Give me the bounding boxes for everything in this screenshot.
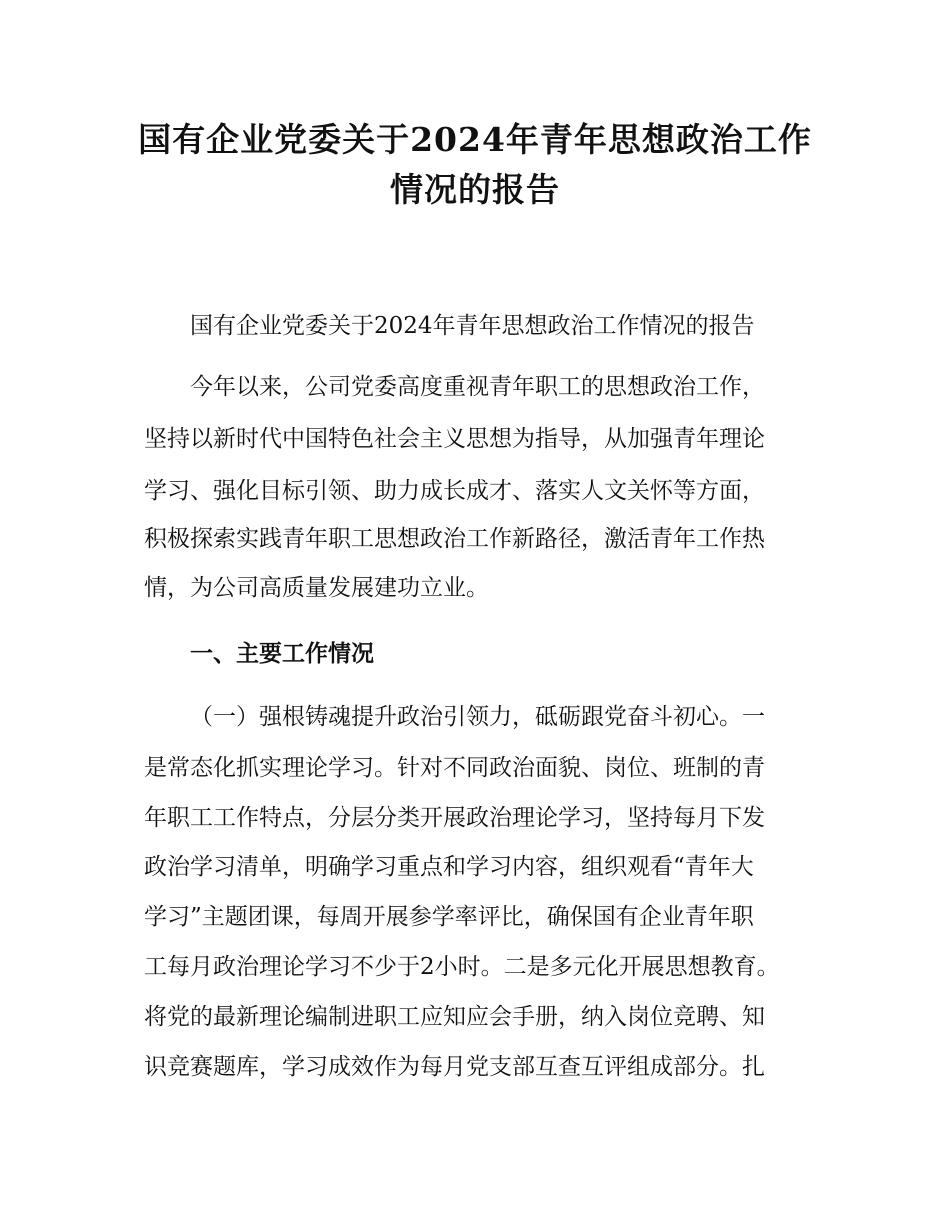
section-paragraph-line: 政治学习清单，明确学习重点和学习内容，组织观看“青年大 — [144, 854, 754, 880]
intro-line: 今年以来，公司党委高度重视青年职工的思想政治工作， — [190, 374, 765, 400]
intro-line: 坚持以新时代中国特色社会主义思想为指导，从加强青年理论 — [144, 426, 765, 452]
intro-line: 情，为公司高质量发展建功立业。 — [144, 575, 489, 601]
section-paragraph-line: （一）强根铸魂提升政治引领力，砥砺跟党奋斗初心。一 — [190, 704, 765, 730]
section-paragraph-line: 年职工工作特点，分层分类开展政治理论学习，坚持每月下发 — [144, 805, 765, 831]
document-title-line-1: 国有企业党委关于2024年青年思想政治工作 — [138, 120, 812, 159]
intro-line: 学习、强化目标引领、助力成长成才、落实人文关怀等方面， — [144, 478, 765, 504]
section-paragraph-line: 学习”主题团课，每周开展参学率评比，确保国有企业青年职 — [144, 904, 754, 930]
section-paragraph-line: 是常态化抓实理论学习。针对不同政治面貌、岗位、班制的青 — [144, 755, 765, 781]
section-paragraph-line: 工每月政治理论学习不少于2小时。二是多元化开展思想教育。 — [144, 954, 780, 980]
intro-line: 积极探索实践青年职工思想政治工作新路径，激活青年工作热 — [144, 526, 765, 552]
section-heading: 一、主要工作情况 — [190, 641, 374, 667]
document-subtitle: 国有企业党委关于2024年青年思想政治工作情况的报告 — [190, 313, 755, 339]
document-title-line-2: 情况的报告 — [390, 170, 560, 209]
section-paragraph-line: 识竞赛题库，学习成效作为每月党支部互查互评组成部分。扎 — [144, 1054, 765, 1080]
section-paragraph-line: 将党的最新理论编制进职工应知应会手册，纳入岗位竞聘、知 — [144, 1004, 765, 1030]
